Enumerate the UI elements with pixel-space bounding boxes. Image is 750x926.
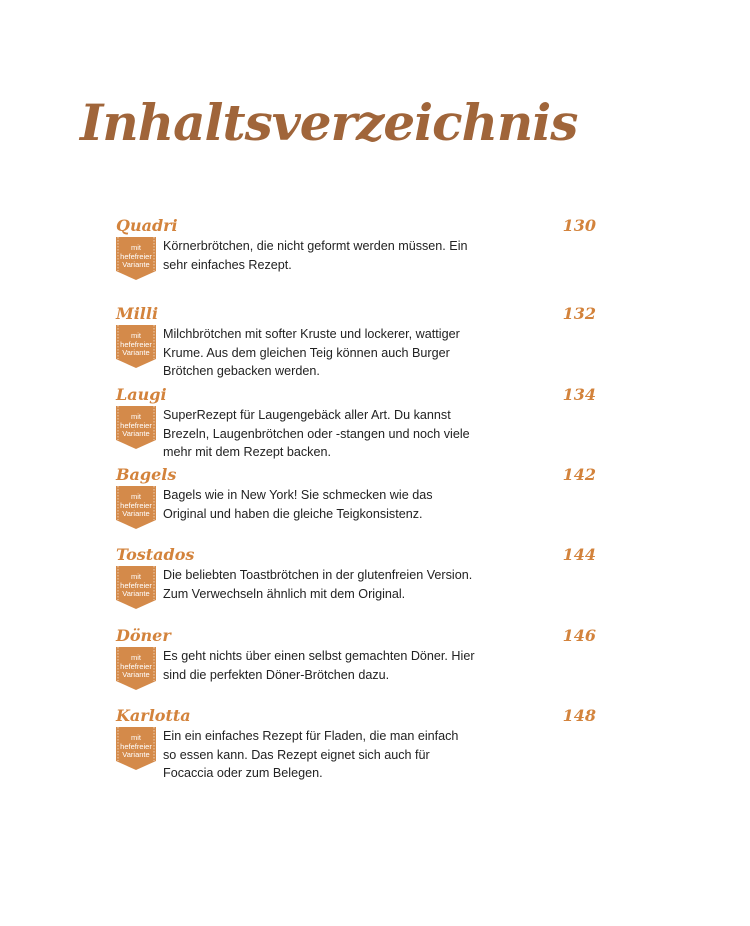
recipe-description: Ein ein einfaches Rezept für Fladen, die man einfach so essen kann. Das Rezept eignet sich auch für Focaccia oder zum Belegen. (163, 729, 459, 780)
recipe-description: Die beliebten Toastbrötchen in der glutenfreien Version. Zum Verwechseln ähnlich mit dem Original. (163, 568, 473, 601)
yeast-free-variant-badge (116, 406, 156, 449)
badge-line: mit (131, 492, 141, 501)
badge-line: mit (131, 412, 141, 421)
page-number[interactable]: 134 (562, 385, 596, 404)
badge-line: mit (131, 733, 141, 742)
toc-entry[interactable] (116, 304, 596, 381)
badge-line: mit (131, 243, 141, 252)
yeast-free-variant-badge (116, 325, 156, 368)
yeast-free-variant-badge (116, 237, 156, 280)
yeast-free-variant-badge (116, 727, 156, 770)
recipe-description: Es geht nichts über einen selbst gemachten Döner. Hier sind die perfekten Döner-Brötchen dazu. (163, 649, 475, 682)
recipe-name[interactable]: Döner (116, 626, 171, 645)
recipe-name[interactable]: Karlotta (116, 706, 191, 725)
badge-line: Variante (122, 509, 150, 518)
toc-entry[interactable] (116, 545, 596, 603)
toc-entry[interactable] (116, 465, 596, 523)
recipe-description: Körnerbrötchen, die nicht geformt werden müssen. Ein sehr einfaches Rezept. (163, 239, 468, 272)
recipe-description: Bagels wie in New York! Sie schmecken wie das Original und haben die gleiche Teigkonsistenz. (163, 488, 433, 521)
badge-line: hefefreier (120, 741, 152, 751)
page-number[interactable]: 132 (562, 304, 596, 323)
page-number[interactable]: 148 (562, 706, 596, 725)
toc-entry[interactable] (116, 216, 596, 274)
recipe-description: Milchbrötchen mit softer Kruste und lockerer, wattiger Krume. Aus dem gleichen Teig können auch Burger Brötchen gebacken werden. (163, 327, 460, 378)
page-number[interactable]: 142 (562, 465, 596, 484)
toc-entry[interactable] (116, 706, 596, 783)
yeast-free-variant-badge (116, 486, 156, 529)
badge-line: Variante (122, 670, 150, 679)
yeast-free-variant-badge (116, 647, 156, 690)
badge-line: hefefreier (120, 420, 152, 430)
page-number[interactable]: 130 (562, 216, 596, 235)
recipe-name[interactable]: Laugi (116, 385, 167, 404)
recipe-name[interactable]: Quadri (116, 216, 178, 235)
yeast-free-variant-badge (116, 566, 156, 609)
badge-line: Variante (122, 348, 150, 357)
page-title: Inhaltsverzeichnis (80, 93, 578, 152)
badge-line: hefefreier (120, 339, 152, 349)
badge-line: mit (131, 572, 141, 581)
badge-line: hefefreier (120, 251, 152, 261)
toc-entry[interactable] (116, 385, 596, 462)
recipe-name[interactable]: Tostados (116, 545, 195, 564)
page-number[interactable]: 144 (562, 545, 596, 564)
badge-line: Variante (122, 750, 150, 759)
badge-line: mit (131, 331, 141, 340)
badge-line: hefefreier (120, 580, 152, 590)
page-number[interactable]: 146 (562, 626, 596, 645)
badge-line: mit (131, 653, 141, 662)
recipe-description: SuperRezept für Laugengebäck aller Art. Du kannst Brezeln, Laugenbrötchen oder -stangen und noch viele mehr mit dem Rezept backen. (163, 408, 470, 459)
recipe-name[interactable]: Milli (116, 304, 159, 323)
recipe-name[interactable]: Bagels (116, 465, 177, 484)
badge-line: hefefreier (120, 500, 152, 510)
toc-entry[interactable] (116, 626, 596, 684)
badge-line: Variante (122, 429, 150, 438)
badge-line: hefefreier (120, 661, 152, 671)
badge-line: Variante (122, 589, 150, 598)
badge-line: Variante (122, 260, 150, 269)
